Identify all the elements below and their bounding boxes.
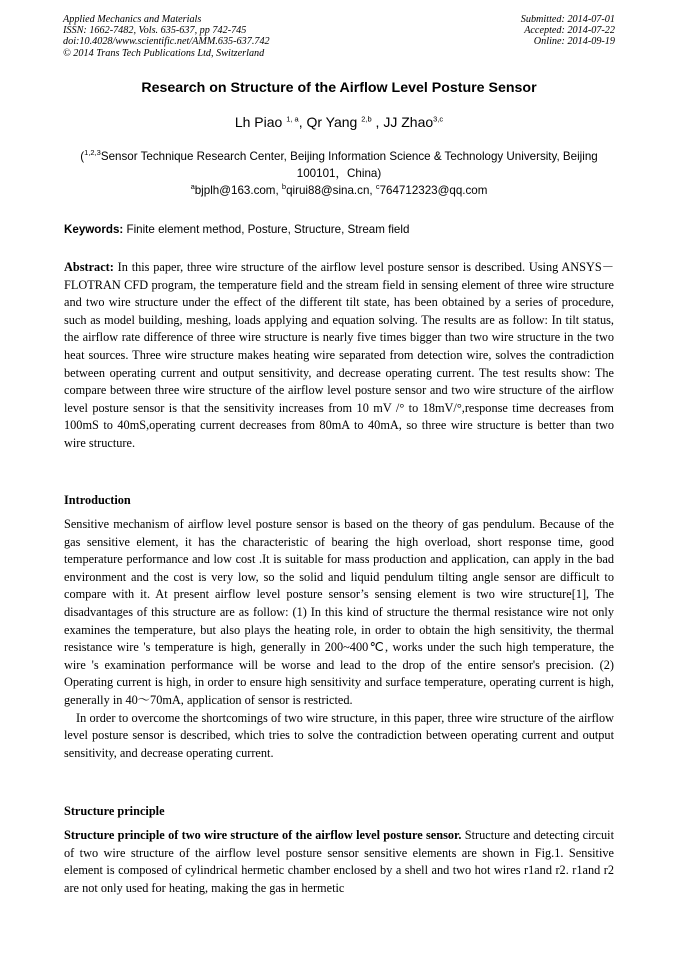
structure-lead: Structure principle of two wire structure of the airflow level posture sensor. — [64, 828, 462, 842]
submitted-date: Submitted: 2014-07-01 — [520, 14, 615, 25]
email-mark: b — [281, 182, 287, 192]
keywords-line — [64, 223, 614, 236]
affiliation-text: Sensor Technique Research Center, Beijing Information Science & Technology University, Beijing 100101，China) — [100, 150, 598, 180]
paper-title: Research on Structure of the Airflow Level Posture Sensor — [141, 80, 537, 96]
email-mark: c — [375, 182, 380, 192]
journal-name: Applied Mechanics and Materials — [63, 14, 202, 25]
introduction-heading: Introduction — [64, 493, 131, 507]
journal-header-left — [63, 14, 270, 59]
author-name: Lh Piao — [234, 114, 287, 130]
structure-text: Structure and detecting circuit of two wire structure of the airflow level posture sensor sensitive elements are shown in Fig.1. Sensitive element is composed of cylindrical hermetic chamber enclosed by a shell and two hot wires r1and r2. r1and r2 are not only used for heating, making the gas in hermetic — [64, 828, 614, 895]
introduction-paragraph: In order to overcome the shortcomings of two wire structure, in this paper, three wire structure of the airflow level posture sensor is described, which tries to solve the contradiction between operating current and output sensitivity, and decrease operating current. — [64, 710, 614, 760]
affiliation-block — [60, 148, 618, 199]
affiliation-open-paren: ( — [80, 150, 85, 163]
introduction-section — [64, 516, 614, 762]
structure-paragraph — [64, 827, 614, 897]
doi-line: doi:10.4028/www.scientific.net/AMM.635-637.742 — [63, 36, 270, 48]
author-affil-mark: 1, a — [286, 114, 299, 124]
journal-header-right — [521, 14, 615, 48]
abstract-text: In this paper, three wire structure of the airflow level posture sensor is described. Using ANSYS－FLOTRAN CFD program, the temperature field and the stream field in sensing element of three wire structure and two wire structure under the effect of the different tilt state, has been obtained by a series of procedure, such as model building, meshing, loads applying and equation solving. The results are as follow: In tilt status, the airflow rate difference of three wire structure is nearly five times bigger than two wire structure in the two heat sources. Three wire structure makes heating wire separated from detection wire, solves the contradiction between operating current and output sensitivity, and decrease operating current. The test results show: The compare between three wire structure of the airflow level posture sensor and two wire structure of the airflow level posture sensor is that the sensitivity increases from 10 mV /° to 18mV/°,response time decreases from 100mS to 40mS,operating current decreases from 80mA to 40mA, so three wire structure is better than two wire structure. — [64, 260, 614, 450]
keywords-text: Finite element method, Posture, Structure, Stream field — [123, 223, 410, 236]
email-line — [60, 182, 618, 199]
email-address: qirui88@sina.cn, — [286, 184, 376, 197]
author-affil-mark: 3,c — [433, 114, 444, 124]
author-affil-mark: 2,b — [361, 114, 372, 124]
abstract-paragraph — [64, 259, 614, 453]
online-date: Online: 2014-09-19 — [533, 36, 615, 48]
copyright-line: © 2014 Trans Tech Publications Ltd, Switzerland — [63, 47, 265, 59]
abstract-label: Abstract: — [64, 260, 114, 274]
author-name: , JJ Zhao — [371, 114, 434, 130]
author-line — [40, 114, 638, 130]
email-mark: a — [190, 182, 195, 192]
structure-heading: Structure principle — [64, 804, 165, 818]
introduction-paragraph: Sensitive mechanism of airflow level posture sensor is based on the theory of gas pendulum. Because of the gas sensitive element, it has the characteristic of bearing the high overload, short response time, good temperature performance and low cost .It is suitable for mass production and application, can apply in the bad environment and the cost is very low, so the solid and liquid pendulum tilting angle sensor are difficult to compare with it. At present airflow level posture sensor’s sensing element is two wire structure[1], The disadvantages of this structure are as follow: (1) In this kind of structure the thermal resistance wire not only examines the temperature, but also plays the heating role, in order to obtain the high sensitivity, the thermal resistance wire 's temperature is high, generally in 200~400℃, works under the such high temperature, the wire 's examination performance will be worse and lead to the drop of the entire sensor's precision. (2) Operating current is high, in order to ensure high sensitivity and surface temperature, operating current is high, generally in 40～70mA, application of sensor is restricted. — [64, 517, 614, 707]
accepted-date: Accepted: 2014-07-22 — [524, 25, 615, 37]
email-address: 764712323@qq.com — [379, 184, 488, 197]
email-address: bjplh@163.com, — [194, 184, 282, 197]
author-name: , Qr Yang — [298, 114, 362, 130]
affiliation-mark: 1,2,3 — [84, 148, 101, 158]
affiliation-line — [60, 148, 618, 182]
keywords-label: Keywords: — [64, 223, 124, 236]
issn-line: ISSN: 1662-7482, Vols. 635-637, pp 742-745 — [63, 25, 247, 37]
